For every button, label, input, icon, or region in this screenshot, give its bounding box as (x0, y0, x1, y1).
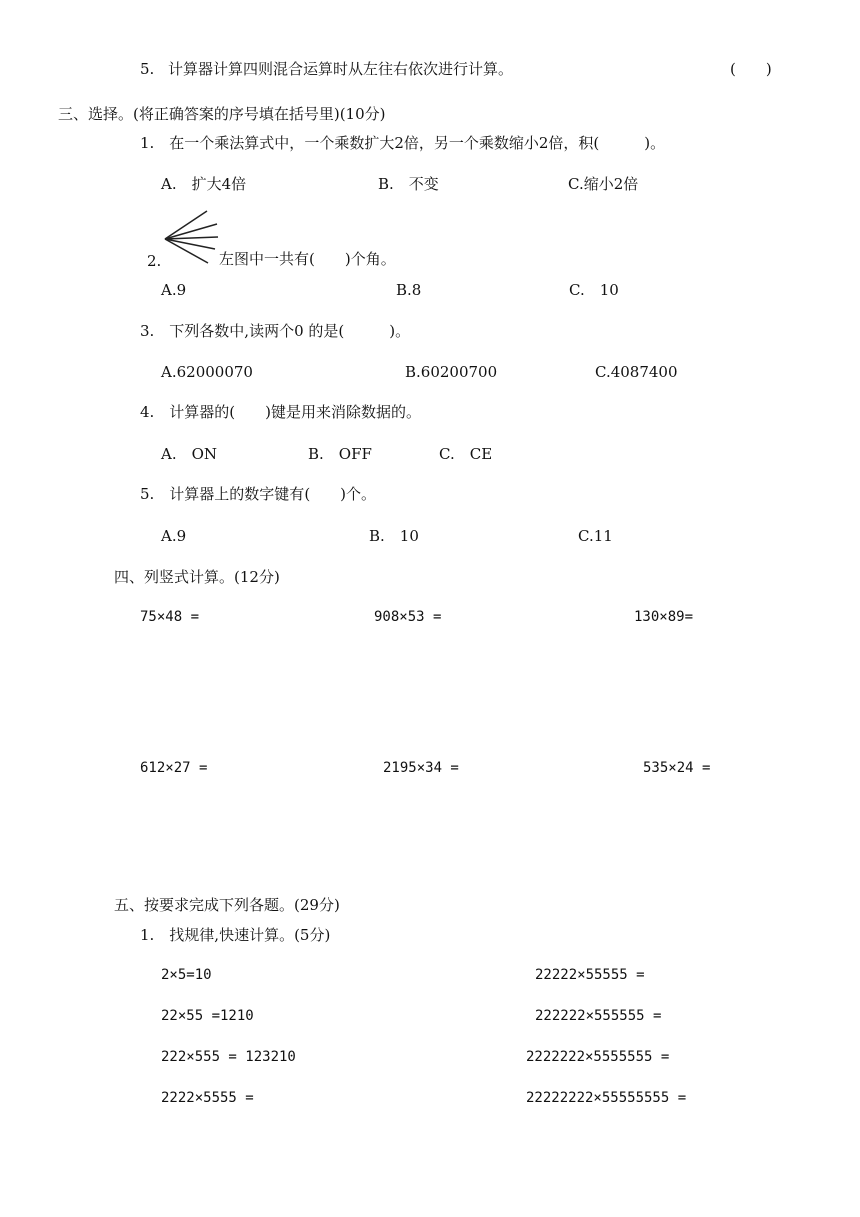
judge-item-5-answer-paren[interactable]: ( ) (730, 60, 772, 78)
q4-option-c[interactable]: C. CE (439, 445, 493, 463)
pattern-left-2: 22×55 =1210 (161, 1008, 254, 1024)
q1-option-b[interactable]: B. 不变 (378, 175, 439, 193)
pattern-right-1: 22222×55555 = (535, 967, 645, 983)
vertical-calc-3: 130×89= (634, 609, 694, 625)
q3-option-a[interactable]: A.62000070 (161, 363, 253, 381)
q5-option-a[interactable]: A.9 (161, 527, 187, 545)
q3-option-c[interactable]: C.4087400 (595, 363, 678, 381)
section-5-heading: 五、按要求完成下列各题。(29分) (114, 896, 340, 914)
q5-option-b[interactable]: B. 10 (369, 527, 419, 545)
vertical-calc-2: 908×53 = (374, 609, 442, 625)
section-3-heading: 三、选择。(将正确答案的序号填在括号里)(10分) (58, 105, 386, 123)
vertical-calc-5: 2195×34 = (383, 760, 459, 776)
q1-option-a[interactable]: A. 扩大4倍 (161, 175, 247, 193)
q2-text: 左图中一共有( )个角。 (219, 250, 396, 268)
vertical-calc-6: 535×24 = (643, 760, 711, 776)
pattern-right-4: 22222222×55555555 = (526, 1090, 687, 1106)
q4-option-a[interactable]: A. ON (161, 445, 218, 463)
pattern-left-1: 2×5=10 (161, 967, 212, 983)
section-4-heading: 四、列竖式计算。(12分) (114, 568, 280, 586)
angle-fan-figure (163, 209, 223, 267)
q2-number: 2. (147, 252, 162, 270)
vertical-calc-1: 75×48 = (140, 609, 200, 625)
judge-item-5-number: 5. (140, 60, 155, 78)
judge-item-5-text: 计算器计算四则混合运算时从左往右依次进行计算。 (168, 60, 514, 78)
q4-option-b[interactable]: B. OFF (308, 445, 372, 463)
vertical-calc-4: 612×27 = (140, 760, 208, 776)
pattern-left-3: 222×555 = 123210 (161, 1049, 296, 1065)
q5-option-c[interactable]: C.11 (578, 527, 613, 545)
pattern-left-4: 2222×5555 = (161, 1090, 254, 1106)
q2-option-a[interactable]: A.9 (161, 281, 187, 299)
q2-option-b[interactable]: B.8 (396, 281, 422, 299)
q4-text: 4. 计算器的( )键是用来消除数据的。 (140, 403, 422, 421)
q2-option-c[interactable]: C. 10 (569, 281, 619, 299)
pattern-right-2: 222222×555555 = (535, 1008, 662, 1024)
q1-text: 1. 在一个乘法算式中，一个乘数扩大2倍，另一个乘数缩小2倍，积( )。 (140, 134, 666, 152)
q3-option-b[interactable]: B.60200700 (405, 363, 498, 381)
q1-option-c[interactable]: C.缩小2倍 (568, 175, 639, 193)
section-5-sub-1: 1. 找规律,快速计算。(5分) (140, 926, 331, 944)
q5-text: 5. 计算器上的数字键有( )个。 (140, 485, 377, 503)
q3-text: 3. 下列各数中,读两个0 的是( )。 (140, 322, 411, 340)
pattern-right-3: 2222222×5555555 = (526, 1049, 670, 1065)
